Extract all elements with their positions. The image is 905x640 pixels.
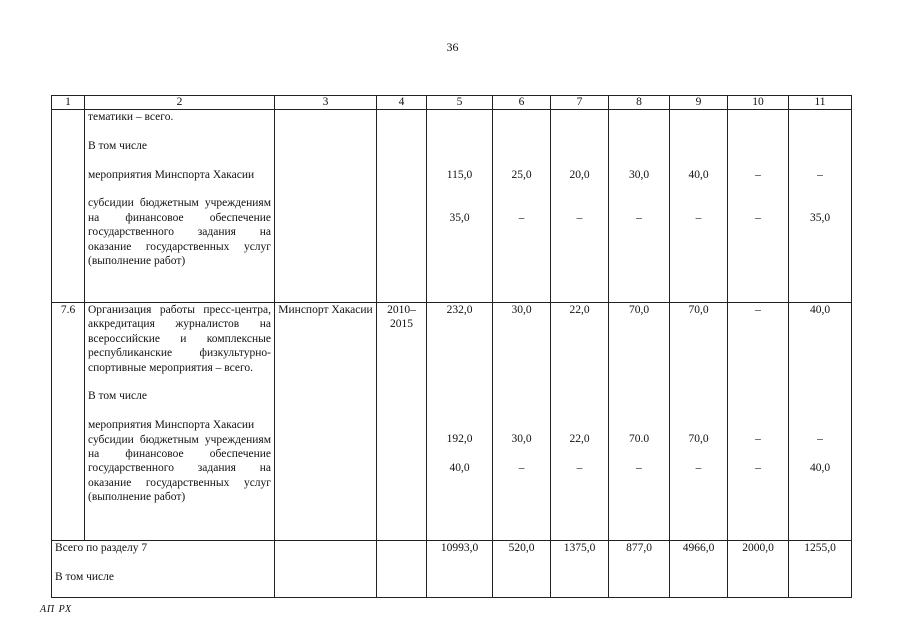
in-that-number-label: В том числе	[88, 390, 147, 403]
executor-cell: Минспорт Хакасии	[275, 303, 377, 541]
value-cell: – –	[728, 110, 789, 303]
subitem-label: мероприятия Минспорта Хакасии	[88, 419, 255, 432]
total-label-cell	[52, 541, 275, 598]
total-row	[52, 541, 852, 598]
value-cell: 20,0 –	[551, 110, 609, 303]
years-cell	[377, 541, 427, 598]
item-description: Организация работы пресс-центра, аккредитация журналистов на всероссийские и комплексные республиканские физкультурно-спортивные мероприятия – всего.	[88, 304, 271, 374]
years-cell	[377, 110, 427, 303]
row-number-cell	[52, 110, 85, 303]
in-that-number-label: В том числе	[88, 139, 147, 152]
total-value-cell: 1255,0	[789, 541, 852, 598]
row-number-cell: 7.6	[52, 303, 85, 541]
value-cell: 70,0 70,0 –	[670, 303, 728, 541]
table-row	[52, 303, 852, 541]
value-cell: 30,0 –	[609, 110, 670, 303]
column-number: 9	[670, 96, 728, 110]
column-number: 10	[728, 96, 789, 110]
executor-cell	[275, 541, 377, 598]
total-value-cell: 10993,0	[427, 541, 493, 598]
in-that-number-label: В том числе	[55, 570, 114, 583]
value-cell: – 35,0	[789, 110, 852, 303]
column-number-row	[52, 96, 852, 110]
description-cell	[85, 303, 275, 541]
subitem-label: субсидии бюджетным учреждениям на финансовое обеспечение государственного задания на оказание государственных услуг (выполнение работ)	[88, 433, 271, 504]
description-continuation: тематики – всего.	[88, 111, 174, 123]
column-number: 7	[551, 96, 609, 110]
value-cell: 40,0 –	[670, 110, 728, 303]
column-number: 3	[275, 96, 377, 110]
total-value-cell: 4966,0	[670, 541, 728, 598]
value-cell: – – –	[728, 303, 789, 541]
total-label: Всего по разделу 7	[55, 542, 148, 554]
value-cell: 70,0 70.0 –	[609, 303, 670, 541]
subitem-label: мероприятия Минспорта Хакасии	[88, 168, 255, 181]
column-number: 6	[493, 96, 551, 110]
column-number: 4	[377, 96, 427, 110]
column-number: 1	[52, 96, 85, 110]
value-cell: 232,0 192,0 40,0	[427, 303, 493, 541]
value-cell: 40,0 – 40,0	[789, 303, 852, 541]
value-cell: 30,0 30,0 –	[493, 303, 551, 541]
years-cell: 2010–2015	[377, 303, 427, 541]
subitem-label: субсидии бюджетным учреждениям на финансовое обеспечение государственного задания на оказание государственных услуг (выполнение работ)	[88, 197, 271, 268]
archive-stamp: АП РХ	[40, 604, 73, 615]
value-cell: 25,0 –	[493, 110, 551, 303]
table-row	[52, 110, 852, 303]
budget-table	[51, 95, 852, 598]
value-cell: 22,0 22,0 –	[551, 303, 609, 541]
column-number: 8	[609, 96, 670, 110]
description-cell	[85, 110, 275, 303]
total-value-cell: 2000,0	[728, 541, 789, 598]
column-number: 2	[85, 96, 275, 110]
total-value-cell: 877,0	[609, 541, 670, 598]
column-number: 11	[789, 96, 852, 110]
page-number: 36	[446, 40, 459, 54]
column-number: 5	[427, 96, 493, 110]
executor-cell	[275, 110, 377, 303]
total-value-cell: 1375,0	[551, 541, 609, 598]
value-cell: 115,0 35,0	[427, 110, 493, 303]
total-value-cell: 520,0	[493, 541, 551, 598]
